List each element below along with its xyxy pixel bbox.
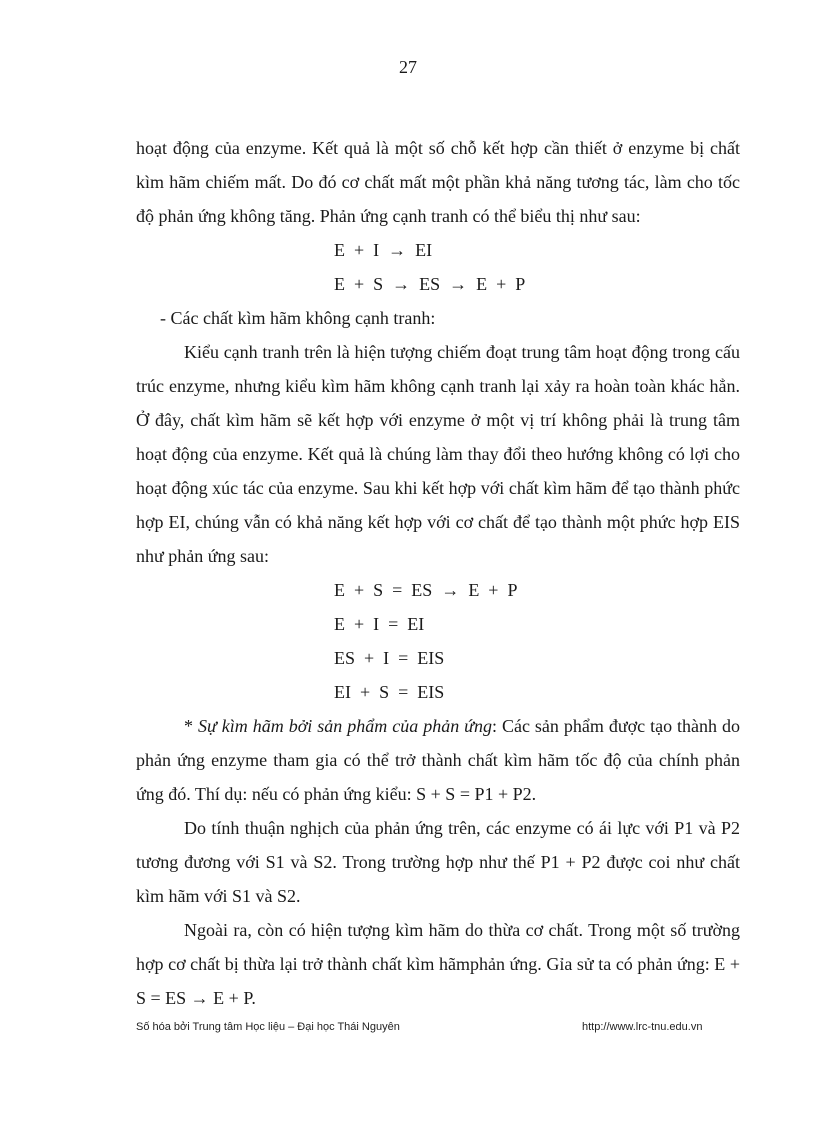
paragraph-2: - Các chất kìm hãm không cạnh tranh:	[160, 308, 436, 328]
body-text	[136, 131, 740, 1015]
equation-line: E + S = ES → E + P	[334, 580, 518, 600]
paragraph-5: Do tính thuận nghịch của phản ứng trên, các enzyme có ái lực với P1 và P2 tương đương với S1 và S2. Trong trường hợp như thế P1 + P2 được coi như chất kìm hãm với S1 và S2.	[136, 818, 740, 906]
paragraph-6: Ngoài ra, còn có hiện tượng kìm hãm do thừa cơ chất. Trong một số trường hợp cơ chất bị thừa lại trở thành chất kìm hãmphản ứng. Gỉa sử ta có phản ứng: E + S = ES → E + P.	[136, 920, 740, 1008]
paragraph-4-rest: : Các sản phẩm được tạo thành do phản ứng enzyme tham gia có thể trở thành chất kìm hãm tốc độ của chính phản ứng đó. Thí dụ: nếu có phản ứng kiểu: S + S = P1 + P2.	[136, 716, 740, 804]
equation-line: E + I = EI	[334, 614, 425, 634]
equation-line: EI + S = EIS	[334, 682, 445, 702]
page-number: 27	[399, 57, 417, 77]
paragraph-1: hoạt động của enzyme. Kết quả là một số chỗ kết hợp cần thiết ở enzyme bị chất kìm hãm chiếm mất. Do đó cơ chất mất một phần khả năng tương tác, làm cho tốc độ phản ứng không tăng. Phản ứng cạnh tranh có thể biểu thị như sau:	[136, 138, 740, 226]
footer-source: Số hóa bởi Trung tâm Học liệu – Đại học Thái Nguyên	[136, 1021, 400, 1033]
paragraph-4-prefix: *	[184, 716, 198, 736]
paragraph-3: Kiểu cạnh tranh trên là hiện tượng chiếm đoạt trung tâm hoạt động trong cấu trúc enzyme, nhưng kiểu kìm hãm không cạnh tranh lại xảy ra hoàn toàn khác hẳn. Ở đây, chất kìm hãm sẽ kết hợp với enzyme ở một vị trí không phải là trung tâm hoạt động của enzyme. Kết quả là chúng làm thay đổi theo hướng không có lợi cho hoạt động xúc tác của enzyme. Sau khi kết hợp với chất kìm hãm để tạo thành phức hợp EI, chúng vẫn có khả năng kết hợp với cơ chất để tạo thành một phức hợp EIS như phản ứng sau:	[136, 342, 740, 566]
equation-line: E + S → ES → E + P	[334, 274, 526, 294]
equation-line: E + I → EI	[334, 240, 433, 260]
paragraph-4	[136, 709, 740, 811]
paragraph-4-italic: Sự kìm hãm bởi sản phẩm của phản ứng	[197, 716, 492, 736]
equation-line: ES + I = EIS	[334, 648, 445, 668]
footer-url: http://www.lrc-tnu.edu.vn	[582, 1021, 703, 1033]
